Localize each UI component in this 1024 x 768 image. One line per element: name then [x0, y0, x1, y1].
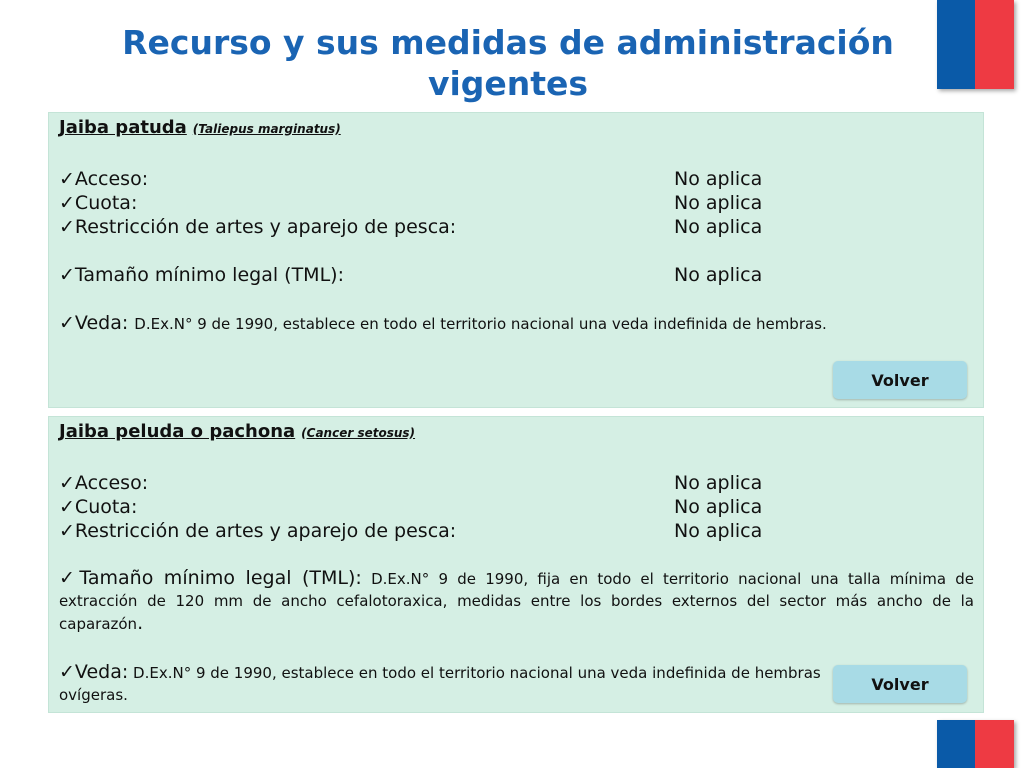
measure-detail-end: .	[137, 612, 144, 634]
measure-restriccion	[59, 519, 763, 543]
measure-value: No aplica	[674, 496, 763, 518]
check-icon: ✓	[59, 472, 75, 494]
check-icon: ✓	[59, 312, 75, 334]
measure-acceso	[59, 167, 763, 191]
measure-restriccion	[59, 215, 763, 239]
resource-panel-jaiba-peluda	[48, 416, 984, 713]
measure-label: Acceso:	[74, 168, 149, 190]
check-icon: ✓	[59, 168, 75, 190]
check-icon: ✓	[59, 216, 75, 238]
measure-value: No aplica	[674, 168, 763, 190]
measure-label: Tamaño mínimo legal (TML):	[79, 567, 362, 589]
measure-value: No aplica	[674, 520, 763, 542]
measure-value: No aplica	[674, 192, 763, 214]
check-icon: ✓	[59, 520, 75, 542]
resource-panel-jaiba-patuda	[48, 112, 984, 408]
measure-cuota	[59, 191, 763, 215]
measure-detail: D.Ex.N° 9 de 1990, establece en todo el territorio nacional una veda indefinida de hembras.	[134, 315, 827, 333]
measure-veda	[59, 661, 829, 706]
measure-label: Restricción de artes y aparejo de pesca:	[74, 216, 457, 238]
measure-acceso	[59, 471, 763, 495]
check-icon: ✓	[59, 264, 75, 286]
species-scientific-name: (Taliepus marginatus)	[192, 122, 341, 136]
measure-label: Cuota:	[74, 192, 138, 214]
check-icon: ✓	[59, 567, 80, 589]
flag-decoration-bottom	[937, 720, 1014, 768]
measure-value: No aplica	[674, 472, 763, 494]
measure-tml	[59, 263, 763, 287]
check-icon: ✓	[59, 496, 75, 518]
species-heading	[59, 117, 341, 138]
measure-label: Veda:	[74, 312, 129, 334]
flag-blue-stripe	[937, 720, 975, 768]
measure-detail: D.Ex.N° 9 de 1990, establece en todo el territorio nacional una veda indefinida de hembras ovígeras.	[59, 664, 821, 704]
check-icon: ✓	[59, 661, 75, 683]
measure-label: Acceso:	[74, 472, 149, 494]
species-scientific-name: (Cancer setosus)	[301, 426, 416, 440]
measure-veda	[59, 311, 827, 336]
species-common-name: Jaiba patuda	[59, 117, 187, 138]
flag-red-stripe	[975, 0, 1014, 89]
measure-tml	[59, 567, 974, 635]
measure-detail: D.Ex.N° 9 de 1990, fija en todo el territorio nacional una talla mínima de extracción de 120 mm de ancho cefalotoraxica, medidas entre los bordes externos del sector más ancho de la caparazón	[59, 570, 975, 633]
volver-button[interactable]: Volver	[833, 361, 967, 399]
measure-cuota	[59, 495, 763, 519]
measure-value: No aplica	[674, 264, 763, 286]
measure-value: No aplica	[674, 216, 763, 238]
volver-button[interactable]: Volver	[833, 665, 967, 703]
flag-red-stripe	[975, 720, 1014, 768]
measure-label: Tamaño mínimo legal (TML):	[74, 264, 344, 286]
check-icon: ✓	[59, 192, 75, 214]
species-common-name: Jaiba peluda o pachona	[59, 421, 296, 442]
measure-label: Veda:	[74, 661, 129, 683]
measure-label: Restricción de artes y aparejo de pesca:	[74, 520, 457, 542]
page-title: Recurso y sus medidas de administración vigentes	[122, 23, 894, 103]
species-heading	[59, 421, 415, 442]
measure-label: Cuota:	[74, 496, 138, 518]
